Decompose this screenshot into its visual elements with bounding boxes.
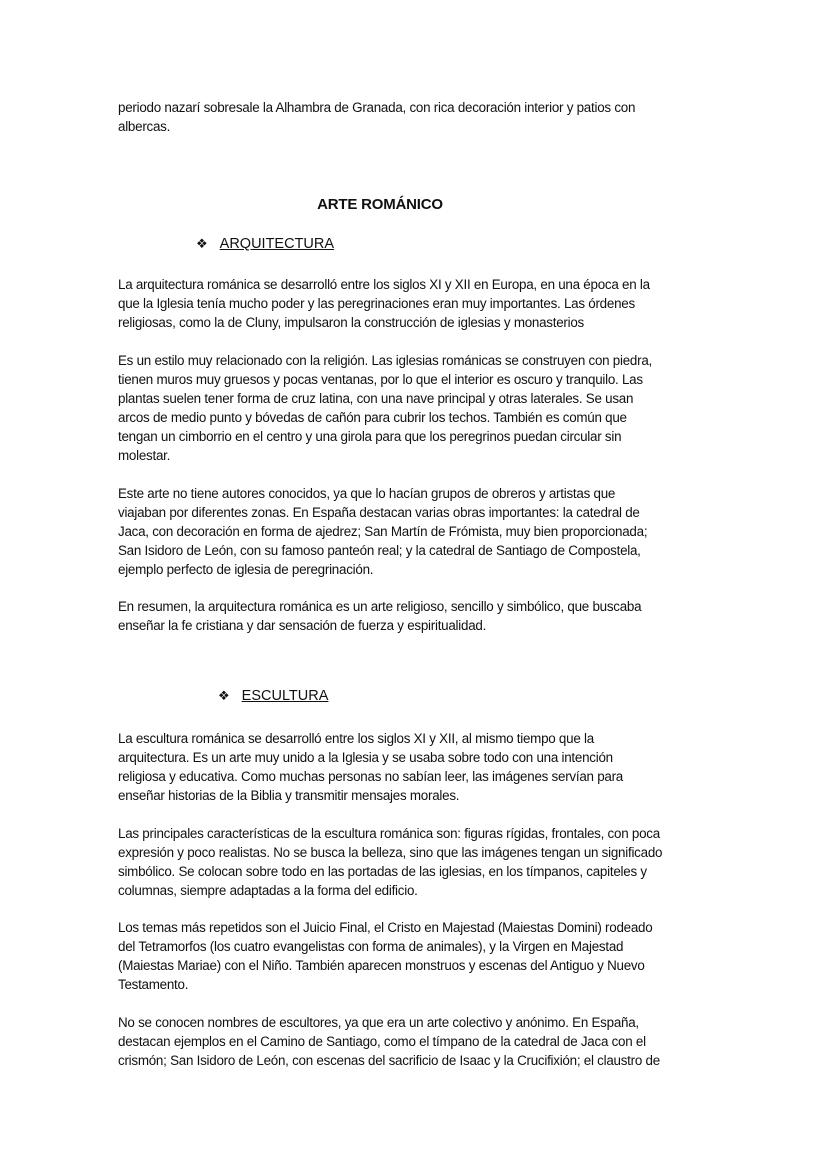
text-line: Los temas más repetidos son el Juicio Final, el Cristo en Majestad (Maiestas Domini) rodeado [118,920,653,935]
text-line: del Tetramorfos (los cuatro evangelistas con forma de animales), y la Virgen en Majestad [118,939,624,954]
page-title: ARTE ROMÁNICO [317,196,443,213]
text-line: Es un estilo muy relacionado con la religión. Las iglesias románicas se construyen con piedra, [118,353,652,368]
intro-paragraph [118,98,635,136]
text-line: viajaban por diferentes zonas. En España destacan varias obras importantes: la catedral de [118,505,640,520]
text-line: En resumen, la arquitectura románica es un arte religioso, sencillo y simbólico, que buscaba [118,599,642,614]
text-line: Testamento. [118,977,189,992]
text-line: arquitectura. Es un arte muy unido a la Iglesia y se usaba sobre todo con una intención [118,750,613,765]
text-line: molestar. [118,448,171,463]
text-line: destacan ejemplos en el Camino de Santiago, como el tímpano de la catedral de Jaca con el [118,1034,646,1049]
text-line: enseñar historias de la Biblia y transmitir mensajes morales. [118,788,460,803]
paragraph [118,729,623,805]
text-line: albercas. [118,119,171,134]
text-line: expresión y poco realistas. No se busca la belleza, sino que las imágenes tengan un significado [118,845,663,860]
paragraph [118,597,641,635]
text-line: tienen muros muy gruesos y pocas ventanas, por lo que el interior es oscuro y tranquilo. Las [118,372,643,387]
text-line: ejemplo perfecto de iglesia de peregrinación. [118,562,374,577]
text-line: religiosas, como la de Cluny, impulsaron la construcción de iglesias y monasterios [118,315,585,330]
paragraph [118,1013,660,1070]
paragraph [118,918,652,994]
text-line: San Isidoro de León, con su famoso panteón real; y la catedral de Santiago de Compostela, [118,543,641,558]
text-line: enseñar la fe cristiana y dar sensación de fuerza y espiritualidad. [118,618,487,633]
text-line: No se conocen nombres de escultores, ya que era un arte colectivo y anónimo. En España, [118,1015,639,1030]
text-line: arcos de medio punto y bóvedas de cañón para cubrir los techos. También es común que [118,410,627,425]
text-line: tengan un cimborrio en el centro y una girola para que los peregrinos puedan circular sin [118,429,622,444]
text-line: Este arte no tiene autores conocidos, ya que lo hacían grupos de obreros y artistas que [118,486,616,501]
paragraph [118,275,650,332]
text-line: La escultura románica se desarrolló entre los siglos XI y XII, al mismo tiempo que la [118,731,594,746]
text-line: plantas suelen tener forma de cruz latina, con una nave principal y otras laterales. Se usan [118,391,634,406]
text-line: que la Iglesia tenía mucho poder y las peregrinaciones eran muy importantes. Las órdenes [118,296,635,311]
text-line: Jaca, con decoración en forma de ajedrez; San Martín de Frómista, muy bien proporcionada; [118,524,648,539]
section-heading-arquitectura [196,236,334,252]
paragraph [118,824,662,900]
text-line: religiosa y educativa. Como muchas personas no sabían leer, las imágenes servían para [118,769,623,784]
section-heading-text: ESCULTURA [241,688,329,704]
text-line: periodo nazarí sobresale la Alhambra de Granada, con rica decoración interior y patios con [118,100,636,115]
text-line: columnas, siempre adaptadas a la forma del edificio. [118,883,418,898]
section-heading-escultura [218,688,328,704]
text-line: (Maiestas Mariae) con el Niño. También aparecen monstruos y escenas del Antiguo y Nuevo [118,958,645,973]
text-line: crismón; San Isidoro de León, con escenas del sacrificio de Isaac y la Crucifixión; el claustro de [118,1053,660,1068]
paragraph [118,351,652,465]
text-line: Las principales características de la escultura románica son: figuras rígidas, frontales, con poca [118,826,660,841]
paragraph [118,484,647,579]
text-line: simbólico. Se colocan sobre todo en las portadas de las iglesias, en los tímpanos, capiteles y [118,864,647,879]
text-line: La arquitectura románica se desarrolló entre los siglos XI y XII en Europa, en una época en la [118,277,650,292]
diamond-bullet-icon: ❖ [196,236,208,251]
section-heading-text: ARQUITECTURA [219,236,335,252]
diamond-bullet-icon: ❖ [218,688,230,703]
